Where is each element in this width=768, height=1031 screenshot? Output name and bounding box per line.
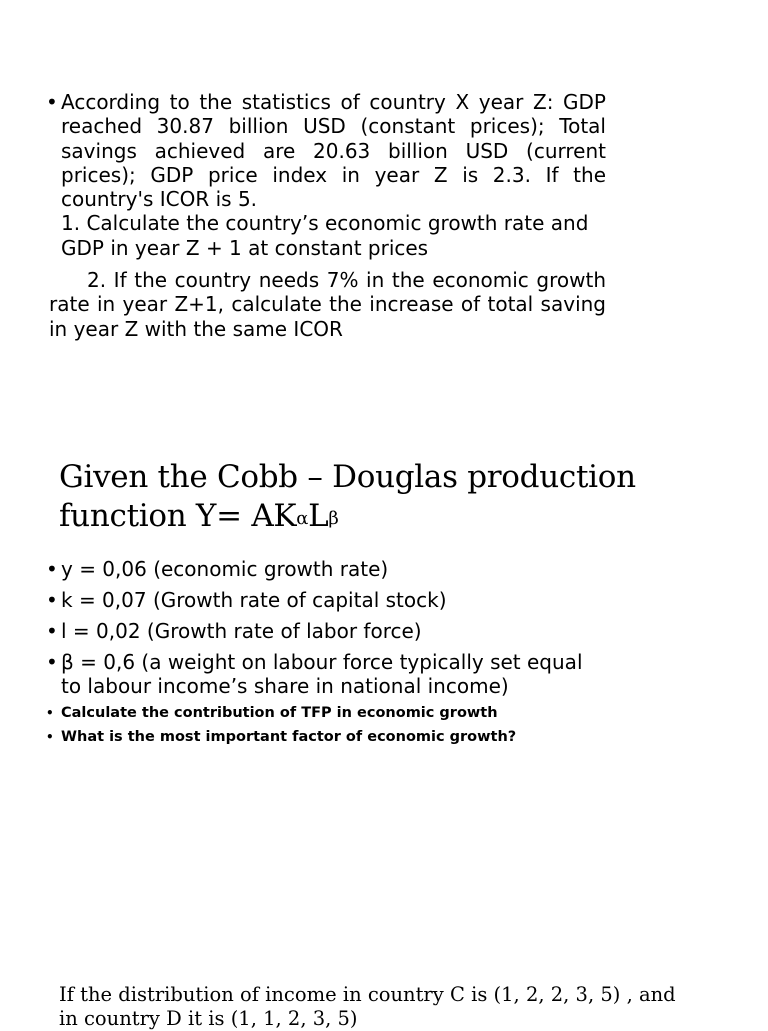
bullet-icon: • [46,706,54,720]
task-item [46,705,606,722]
task-item-text: What is the most important factor of economic growth? [61,729,517,745]
task-item [46,729,606,746]
cobb-douglas-list [46,557,606,753]
title-text: Given the Cobb – Douglas production function Y= AK [59,459,636,534]
list-item [46,588,606,612]
bullet-icon: • [46,619,58,643]
list-item-text: k = 0,07 (Growth rate of capital stock) [61,588,447,612]
list-item [46,650,606,698]
list-item [46,557,606,581]
list-item-text: y = 0,06 (economic growth rate) [61,557,389,581]
statistics-paragraph: According to the statistics of country X year Z: GDP reached 30.87 billion USD (constant prices); Total savings achieved are 20.63 billion USD (current prices); GDP price index in year Z is 2.3. If the country's ICOR is 5. [61,90,606,212]
income-distribution-text: If the distribution of income in country C is (1, 2, 2, 3, 5) , and in country D it is (1, 1, 2, 3, 5) [59,983,676,1030]
slide1-text-block [46,90,606,341]
bullet-icon: • [46,730,54,744]
bullet-icon: • [46,650,58,674]
bullet-icon: • [46,557,58,581]
list-item [46,619,606,643]
title-L: L [308,498,329,534]
title-alpha: α [296,508,309,529]
cobb-douglas-title [59,458,699,536]
list-item-text: l = 0,02 (Growth rate of labor force) [61,619,422,643]
bullet-icon: • [46,90,58,114]
slide1-bullet [46,90,606,260]
list-item-text: β = 0,6 (a weight on labour force typically set equal to labour income’s share in national income) [61,650,583,698]
task-item-text: Calculate the contribution of TFP in economic growth [61,705,498,721]
question-1: 1. Calculate the country’s economic growth rate and GDP in year Z + 1 at constant prices [61,211,589,260]
bullet-icon: • [46,588,58,612]
title-beta: β [328,508,339,529]
question-2: 2. If the country needs 7% in the economic growth rate in year Z+1, calculate the increase of total saving in year Z with the same ICOR [49,268,606,341]
